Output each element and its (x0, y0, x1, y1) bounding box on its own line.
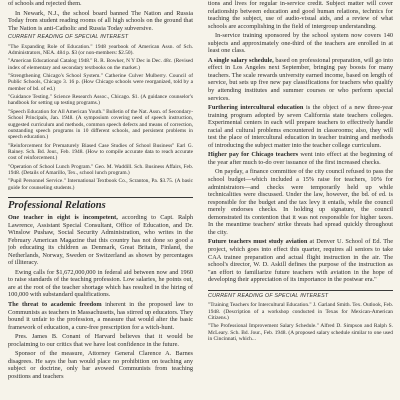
article-paragraph (208, 151, 393, 166)
article-paragraph: Sponsor of the measure, Attorney General Clarence A. Barnes disagrees. He says the ban would place no prohibition on teaching any subject or doctrine, only bar avowed Communists from teaching positions and teachers (8, 350, 193, 380)
article-paragraph: Ewing calls for $1,672,000,000 in federal aid between now and 1960 to raise standards of the teaching profession. Low salaries, he points out, are at the root of the teacher shortage which has resulted in the hiring of 100,000 with substandard qualifications. (8, 268, 193, 299)
article-lead: Future teachers must study aviation (208, 238, 308, 246)
section-heading: Professional Relations (8, 199, 106, 211)
article-text: based on professional preparation, will go into effect in Los Angeles next September, bringing pay boosts for many teachers. The scale rewards university earned income, based on length of service, but sets up five new pay classifications for teachers who qualify by attending institutes and summer courses or who perform special services. (208, 56, 393, 102)
article-paragraph: On payday, a finance committee of the city council refused to pass the school budget—which included a 15% raise for teachers, 10% for administrators—and checks were temporarily held up while technicalities were discussed. Under the law, however, the bd. of ed. is responsible for the budget and the tax levy it entails, while the council merely endorses checks. In holding up signature, the council demonstrated its contention that it was not responsible for higher taxes. In the meantime teachers' strike threats had spread quickly throughout the city. (208, 168, 393, 236)
article-paragraph (208, 238, 393, 283)
current-reading-title: CURRENT READING OF SPECIAL INTEREST (208, 292, 329, 299)
article-lead: Higher pay for Chicago teachers (208, 151, 299, 159)
current-reading-title: CURRENT READING OF SPECIAL INTEREST (8, 34, 129, 41)
left-column (8, 0, 193, 400)
reading-reference: "Operation of School Lunch Program." Geo. M. Waddill. Sch. Business Affairs, Feb. 1948. (Details of Amarillo, Tex., school lunch program.) (8, 163, 193, 176)
article-text: is the object of a new three-year training program adopted by seven California state teachers colleges. Experimental centers in each will prepare teachers to effectively handle racial and cultural problems encountered in classrooms; also, they will test the place of intercultural education in teacher training and methods of introducing the subject matter into the teacher college curriculum. (208, 104, 393, 149)
newark-paragraph: In Newark, N.J., the school board banned The Nation and Russia Today from student reading rooms of all high schools on the ground that The Nation is anti-Catholic and Russia Today subversive. (8, 9, 193, 32)
reading-reference: "Pupil Personnel Service." International Textbook Co., Scranton, Pa. $3.75. (A basic guide for counseling students.) (8, 178, 193, 191)
article-paragraph (8, 301, 193, 331)
reading-reference: "American Educational Catalog 1948." R. R. Bowker, N Y Dec in Dec. 48c. (Revised index of elementary and secondary textbooks on the market.) (8, 58, 193, 71)
article-paragraph (208, 57, 393, 102)
article-paragraph (8, 214, 193, 267)
article-lead: The threat to academic freedom (8, 300, 102, 308)
reading-reference: "Training Teachers for Intercultural Education." J. Garland Smith. Tex. Outlook, Feb. 1948. (Description of a workshop conducted in Texas for Mexican-American Citizens.) (208, 302, 393, 321)
section-divider (8, 197, 193, 198)
article-paragraph: Pres. James B. Conant of Harvard believes that it would be proclaiming to our critics that we have lost confidence in the future. (8, 333, 193, 348)
article-text: inherent in the proposed law to Communists as teachers in Massachusetts, has stirred up educators. They bound it unfair to the profession, a measure that would alter the basic framework of education, a cure-free prescription for a witch-hunt. (8, 300, 193, 331)
article-text: went into effect at the beginning of the year after much to-do over issuance of the first increased checks. (208, 151, 393, 166)
article-lead: Furthering intercultural education (208, 104, 304, 112)
reading-reference: "Strengthening Chicago's School System." Catherine Culver Mulberry. Council of Public Schools, Chicago 3. 16 p. (How Chicago schools were reorganized, told by a member of bd. of ed.) (8, 73, 193, 92)
reading-reference: "The Expanding Role of Education." 1948 yearbook of American Assn. of Sch. Administrators, NEA. 484 p. $3 (or non-members: $2.50). (8, 43, 193, 57)
continued-text: of schools and rejected them. (8, 0, 82, 7)
continued-text: tions and lives for regular in-service credit. Subject matter will cover relationship between education and good human relations, technics for teaching the subject, use of audio-visual aids, and a review of what schools are accomplishing in the field of intergroup understanding. (208, 0, 393, 30)
in-service-paragraph: In-service training sponsored by the school system now covers 140 subjects and approximately one-third of the teachers are enrolled in at least one class. (208, 32, 393, 55)
article-text: at Denver U. School of Ed. The project, which goes into effect this quarter, requires all seniors to take CAA trainee preparation and actual flight instruction in the air. The school's director, W. D. Askill defines the purpose of the instruction as "an effort to familiarize future teachers with aviation in the hope of developing their appreciation of its importance in the postwar era." (208, 238, 393, 284)
reading-reference: "Reinforcement for Prematurely Biased Case Studies of School Business" Earl G. Rainey. Sch. Bd. Jour., Feb. 1948. (How to compile accurate data to reach accurate cost of reinforcement.) (8, 142, 193, 162)
reading-reference: "The Professional Improvement Salary Schedule." Alfred D. Simpson and Ralph S. McLeary. Sch. Bd. Jour., Feb. 1948. (A proposed salary schedule similar to one used in Cincinnati, which... (208, 323, 393, 342)
article-paragraph (208, 104, 393, 149)
section-divider (208, 290, 393, 291)
article-lead: One teacher in eight is incompetent, (8, 213, 118, 221)
reading-reference: "Speech Education for All American Youth." Bulletin of the Nat. Assn. of Secondary-School Principals, Jan. 1948. (A symposium covering need of speech instruction, suggested curriculum and methods, common speech defects and means of correction, outstanding speech programs in 10 different schools, and persistent problems in speech education.) (8, 108, 193, 141)
article-lead: A single salary schedule, (208, 56, 274, 64)
right-column (208, 0, 393, 400)
article-text: according to Capt. Ralph Lawrence, Assistant Special Consultant, Office of Education, and Dr. Winslow Pushaw, Social Security Administration, who writes in the February American Magazine that this country has not done so good a job educating its children as Denmark, Great Britain, Finland, the Netherlands, Norway, Sweden or Switzerland as shown by percentages of illiteracy. (8, 213, 193, 267)
reading-reference: "Guidance Testing." Science Research Assoc., Chicago. $1. (A guidance counselor's handbook for setting up testing programs.) (8, 94, 193, 107)
